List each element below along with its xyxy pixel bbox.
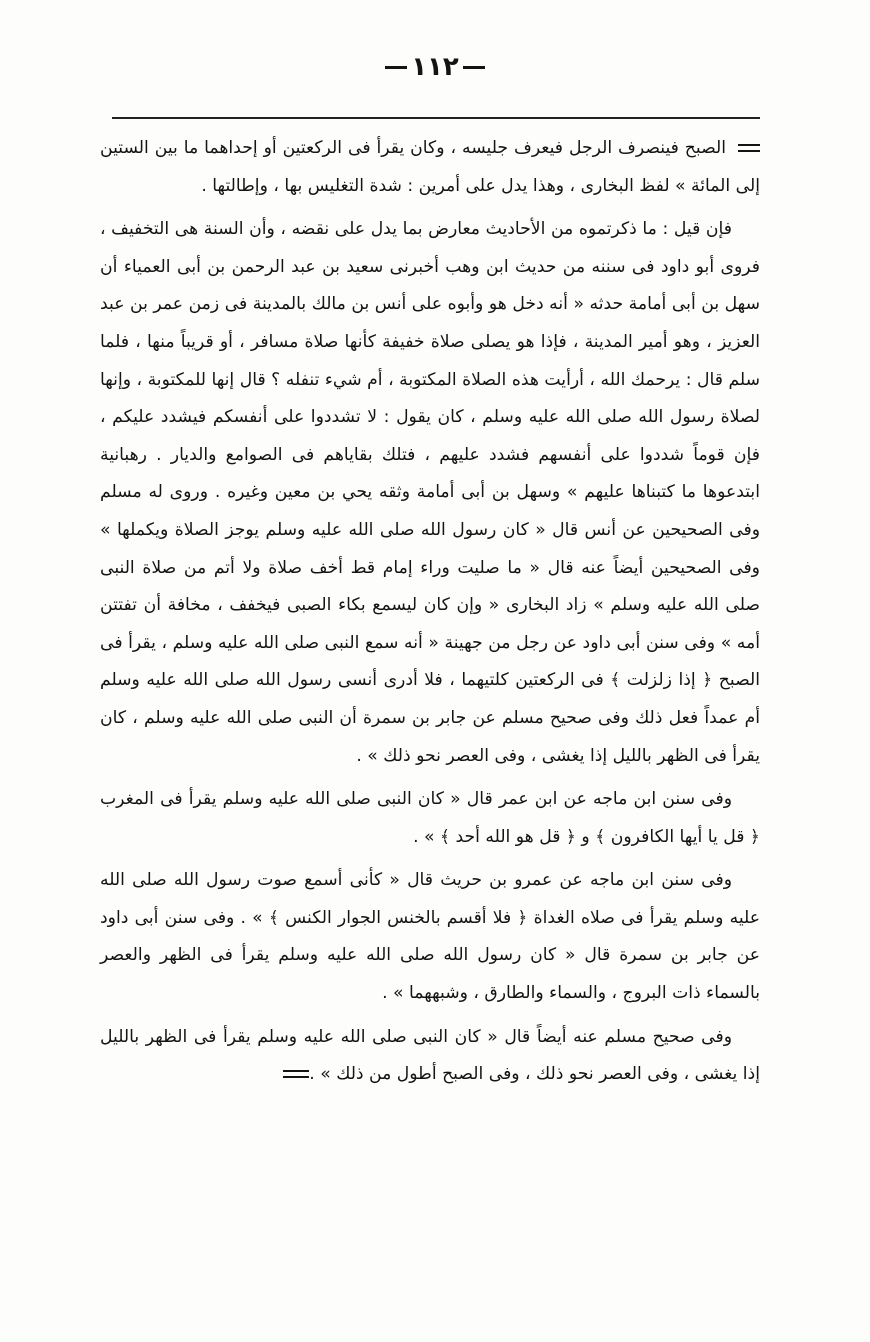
page-number-dash-left <box>385 66 407 69</box>
paragraph-2 <box>100 211 760 775</box>
paragraph-4-text: وفى سنن ابن ماجه عن عمرو بن حريث قال « كأنى أسمع صوت رسول الله صلى الله عليه وسلم يقرأ فى صلاه الغداة ﴿ فلا أقسم بالخنس الجوار الكنس ﴾ » . وفى سنن أبى داود عن جابر بن سمرة قال « كان رسول الله صلى الله عليه وسلم يقرأ فى الظهر والعصر بالسماء ذات البروج ، والسماء والطارق ، وشبههما » . <box>100 870 760 1004</box>
header-rule <box>112 117 760 119</box>
paragraph-5 <box>100 1019 760 1094</box>
page-number-dash-right <box>463 66 485 69</box>
continuation-mark <box>738 143 760 153</box>
paragraph-1-text: الصبح فينصرف الرجل فيعرف جليسه ، وكان يقرأ فى الركعتين أو إحداهما ما بين الستين إلى المائة » لفظ البخارى ، وهذا يدل على أمرين : شدة التغليس بها ، وإطالتها . <box>100 138 760 196</box>
end-mark <box>283 1069 309 1079</box>
paragraph-2-text: فإن قيل : ما ذكرتموه من الأحاديث معارض بما يدل على نقضه ، وأن السنة هى التخفيف ، فروى أبو داود فى سننه من حديث ابن وهب أخبرنى سعيد بن عبد الرحمن بن أبى العمياء أن سهل بن أبى أمامة حدثه « أنه دخل هو وأبوه على أنس بن مالك بالمدينة فى زمن عمر بن عبد العزيز ، وهو أمير المدينة ، فإذا هو يصلى صلاة خفيفة كأنها صلاة مسافر ، أو قريباً منها ، فلما سلم قال : يرحمك الله ، أرأيت هذه الصلاة المكتوبة ، أم شيء تنفله ؟ قال إنها للمكتوبة ، وإنها لصلاة رسول الله صلى الله عليه وسلم ، كان يقول : لا تشددوا على أنفسكم فيشدد عليكم ، فإن قوماً شددوا على أنفسهم فشدد عليهم ، فتلك بقاياهم فى الصوامع والديار . رهبانية ابتدعوها ما كتبناها عليهم » وسهل بن أبى أمامة وثقه يحي بن معين وغيره . وروى له مسلم وفى الصحيحين عن أنس قال « كان رسول الله صلى الله عليه وسلم يوجز الصلاة ويكملها » وفى الصحيحين أيضاً عنه قال « ما صليت وراء إمام قط أخف صلاة ولا أتم من صلاة النبى صلى الله عليه وسلم » زاد البخارى « وإن كان ليسمع بكاء الصبى فيخفف ، مخافة أن تفتتن أمه » وفى سنن أبى داود عن رجل من جهينة « أنه سمع النبى صلى الله عليه وسلم ، يقرأ فى الصبح ﴿ إذا زلزلت ﴾ فى الركعتين كلتيهما ، فلا أدرى أنسى رسول الله صلى الله عليه وسلم أم عمداً فعل ذلك وفى صحيح مسلم عن جابر بن سمرة أن النبى صلى الله عليه وسلم ، كان يقرأ فى الظهر بالليل إذا يغشى ، وفى العصر نحو ذلك » . <box>100 219 760 766</box>
paragraph-3-text: وفى سنن ابن ماجه عن ابن عمر قال « كان النبى صلى الله عليه وسلم يقرأ فى المغرب ﴿ قل يا أيها الكافرون ﴾ و ﴿ قل هو الله أحد ﴾ » . <box>100 789 760 847</box>
paragraph-1 <box>100 130 760 205</box>
paragraph-3 <box>100 781 760 856</box>
paragraph-5-text: وفى صحيح مسلم عنه أيضاً قال « كان النبى صلى الله عليه وسلم يقرأ فى الظهر بالليل إذا يغشى ، وفى العصر نحو ذلك ، وفى الصبح أطول من ذلك » . <box>100 1026 760 1085</box>
page-number-value: ١١٢ <box>411 52 459 82</box>
page-number <box>0 52 870 82</box>
body-text <box>100 130 760 1094</box>
paragraph-4 <box>100 862 760 1012</box>
